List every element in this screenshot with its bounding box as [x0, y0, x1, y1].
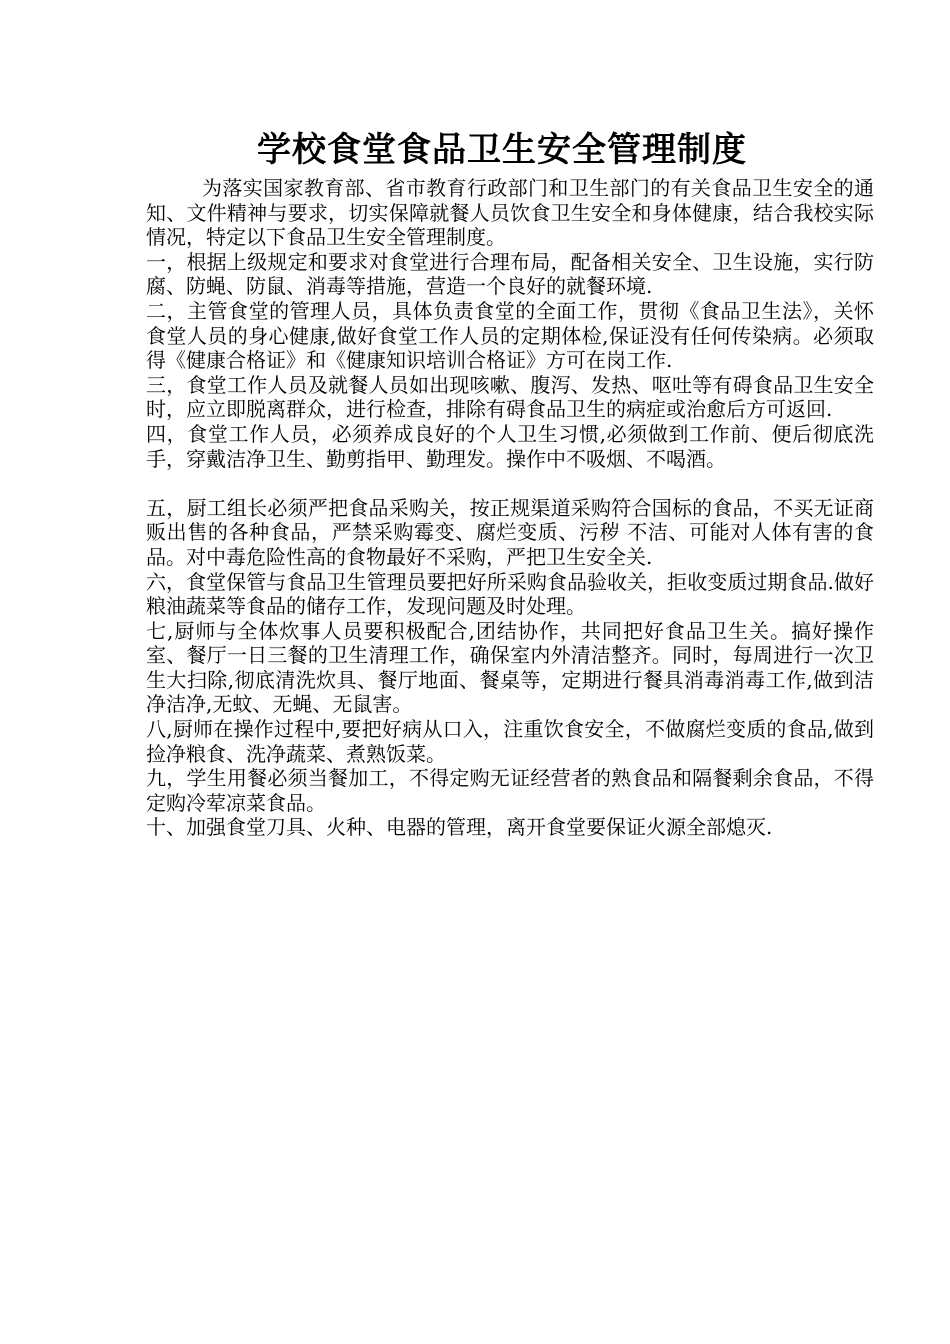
rule-item-7: 七,厨师与全体炊事人员要积极配合,团结协作，共同把好食品卫生关。搞好操作室、餐厅一日三餐的卫生清理工作，确保室内外清洁整齐。同时，每周进行一次卫生大扫除,彻底清洗炊具、餐厅地面、餐桌等，定期进行餐具消毒消毒工作,做到洁净洁净,无蚊、无蝇、无鼠害。	[146, 618, 874, 717]
rule-item-4: 四，食堂工作人员，必须养成良好的个人卫生习惯,必须做到工作前、便后彻底洗手，穿戴洁净卫生、勤剪指甲、勤理发。操作中不吸烟、不喝酒。	[146, 421, 874, 471]
intro-paragraph: 为落实国家教育部、省市教育行政部门和卫生部门的有关食品卫生安全的通知、文件精神与要求，切实保障就餐人员饮食卫生安全和身体健康，结合我校实际情况，特定以下食品卫生安全管理制度。	[146, 176, 874, 250]
rule-item-1: 一，根据上级规定和要求对食堂进行合理布局，配备相关安全、卫生设施，实行防腐、防蝇、防鼠、消毒等措施，营造一个良好的就餐环境.	[146, 249, 874, 299]
rule-item-2: 二，主管食堂的管理人员，具体负责食堂的全面工作，贯彻《食品卫生法》，关怀食堂人员的身心健康,做好食堂工作人员的定期体检,保证没有任何传染病。必须取得《健康合格证》和《健康知识培训合格证》方可在岗工作.	[146, 298, 874, 373]
rule-item-8: 八,厨师在操作过程中,要把好病从口入，注重饮食安全，不做腐烂变质的食品,做到捡净粮食、洗净蔬菜、煮熟饭菜。	[146, 717, 874, 766]
document-body	[146, 176, 874, 840]
rule-item-3: 三，食堂工作人员及就餐人员如出现咳嗽、腹泻、发热、呕吐等有碍食品卫生安全时，应立即脱离群众，进行检查，排除有碍食品卫生的病症或治愈后方可返回.	[146, 372, 874, 422]
rule-item-5: 五，厨工组长必须严把食品采购关，按正规渠道采购符合国标的食品，不买无证商贩出售的各种食品，严禁采购霉变、腐烂变质、污秽 不洁、可能对人体有害的食品。对中毒危险性高的食物最好不采购，严把卫生安全关.	[146, 495, 874, 569]
blank-line	[146, 471, 874, 496]
document-title: 学校食堂食品卫生安全管理制度	[257, 130, 747, 170]
rule-item-9: 九，学生用餐必须当餐加工，不得定购无证经营者的熟食品和隔餐剩余食品，不得定购冷荤凉菜食品。	[146, 766, 874, 815]
rule-item-10: 十、加强食堂刀具、火种、电器的管理，离开食堂要保证火源全部熄灭.	[146, 815, 773, 840]
rule-item-6: 六，食堂保管与食品卫生管理员要把好所采购食品验收关，拒收变质过期食品.做好粮油蔬菜等食品的储存工作，发现问题及时处理。	[146, 569, 874, 619]
